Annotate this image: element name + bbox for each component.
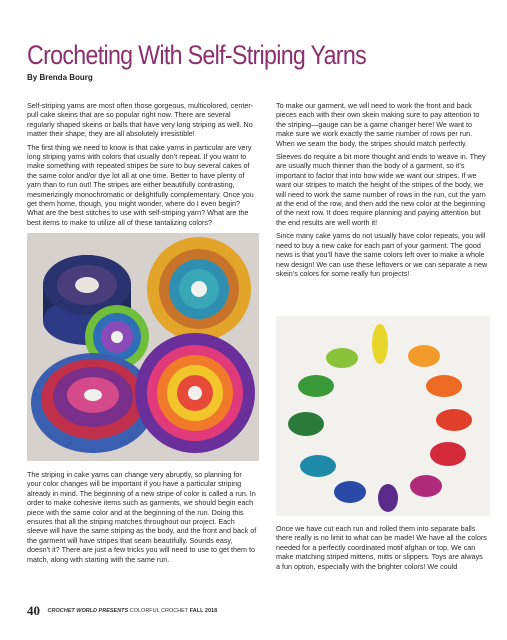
paragraph: The first thing we need to know is that cake yarns in particular are very long striping yarns with colors that usually don’t repeat. If you want to make something with repeated stripes be sure to buy several cakes of the same color and/or dye lot all at one time. Better to have plenty of yarn than to run out! The stripes are either beautifully contrasting, mesmerizingly monochromatic or delightfully complementary. Once you get them home, though, you might wonder, where do I even begin? What are the best stitches to use with self-striping yarn? What are the best items to make to utilize all of these tantalizing colors?	[27, 142, 254, 227]
column-right-top	[276, 101, 488, 282]
yarn-bundle-dark-green	[288, 412, 324, 436]
yarn-bundle-purple	[378, 484, 398, 512]
column-left-bottom	[27, 470, 257, 568]
yarn-bundle-red	[430, 442, 466, 466]
paragraph: To make our garment, we will need to work the front and back pieces each with their own skein making sure to pay attention to the striping—gauge can be a game changer here! We want to make sure we work exactly the same number of rows per run. When we seam the body, the stripes should match perfectly.	[276, 101, 480, 148]
page-number: 40	[27, 603, 40, 618]
paragraph: Since many cake yarns do not usually have color repeats, you will need to buy a new cake for each part of your garment. The good news is that you’ll have the same colors left over to make a whole new design! We can use these leftovers or we can separate a new skein’s colors for some really fun projects!	[276, 231, 488, 278]
yarn-cake-rainbow	[135, 333, 255, 453]
yarn-cake-gold-teal	[147, 237, 251, 341]
yarn-bundle-green	[298, 375, 334, 397]
article-title: Crocheting With Self-Striping Yarns	[27, 40, 367, 70]
paragraph: Self-striping yarns are most often those gorgeous, multicolored, center-pull cake skeins that are so popular right now. There are several regularly shaped skeins or balls that have very long striping as well. No matter their shape, they are all absolutely irresistible!	[27, 101, 254, 139]
issue-date: FALL 2018	[189, 608, 218, 614]
yarn-bundles-photo	[276, 316, 490, 516]
yarn-bundle-orange	[426, 375, 462, 397]
yarn-bundle-yellow	[372, 324, 388, 364]
paragraph: Sleeves do require a bit more thought and ends to weave in. They are usually much thinner than the body of a garment, so it’s important to factor that into how wide we want our stripes. If we want our stripes to match the height of the stripes of the body, we will need to work the same number of rows in the run, cut the yarn at the end of the row, and then add the new color at the beginning of the next row. It does require planning and paying attention but the end results are well worth it!	[276, 152, 486, 227]
column-left-top	[27, 101, 257, 231]
paragraph: The striping in cake yarns can change very abruptly, so planning for your color changes will be important if you have a particular striping already in mind. The beginning of a new stripe of color is called a run. In order to make cohesive items such as garments, we should begin each piece with the same color and at the beginning of the run. Doing this ensures that all the striping matches throughout our project. Each sleeve will have the same striping as the body, and the front and back of the garment will have stripes that seam beautifully. Sounds easy, doesn’t it? There are just a few tricks you will need to use to get them to match, along with starting with the same run.	[27, 470, 257, 564]
yarn-bundle-lime	[326, 348, 358, 368]
yarn-bundle-light-orange	[408, 345, 440, 367]
publication-name: CROCHET WORLD PRESENTS	[47, 608, 129, 614]
byline: By Brenda Bourg	[27, 73, 93, 82]
yarn-cakes-photo	[27, 233, 259, 461]
yarn-bundle-red-orange	[436, 409, 472, 431]
yarn-bundle-blue	[334, 481, 366, 503]
column-right-bottom	[276, 524, 488, 575]
paragraph: Once we have cut each run and rolled them into separate balls there really is no limit to what can be made! We have all the colors needed for a perfectly coordinated motif afghan or top. We can make matching striped mittens, mitts or slippers. Toys are always a fun option, especially with the brighter colors! We could	[276, 524, 487, 571]
yarn-bundle-teal	[300, 455, 336, 477]
yarn-bundle-magenta	[410, 475, 442, 497]
special-issue-name: COLORFUL CROCHET	[129, 608, 189, 614]
page-footer	[27, 603, 487, 619]
